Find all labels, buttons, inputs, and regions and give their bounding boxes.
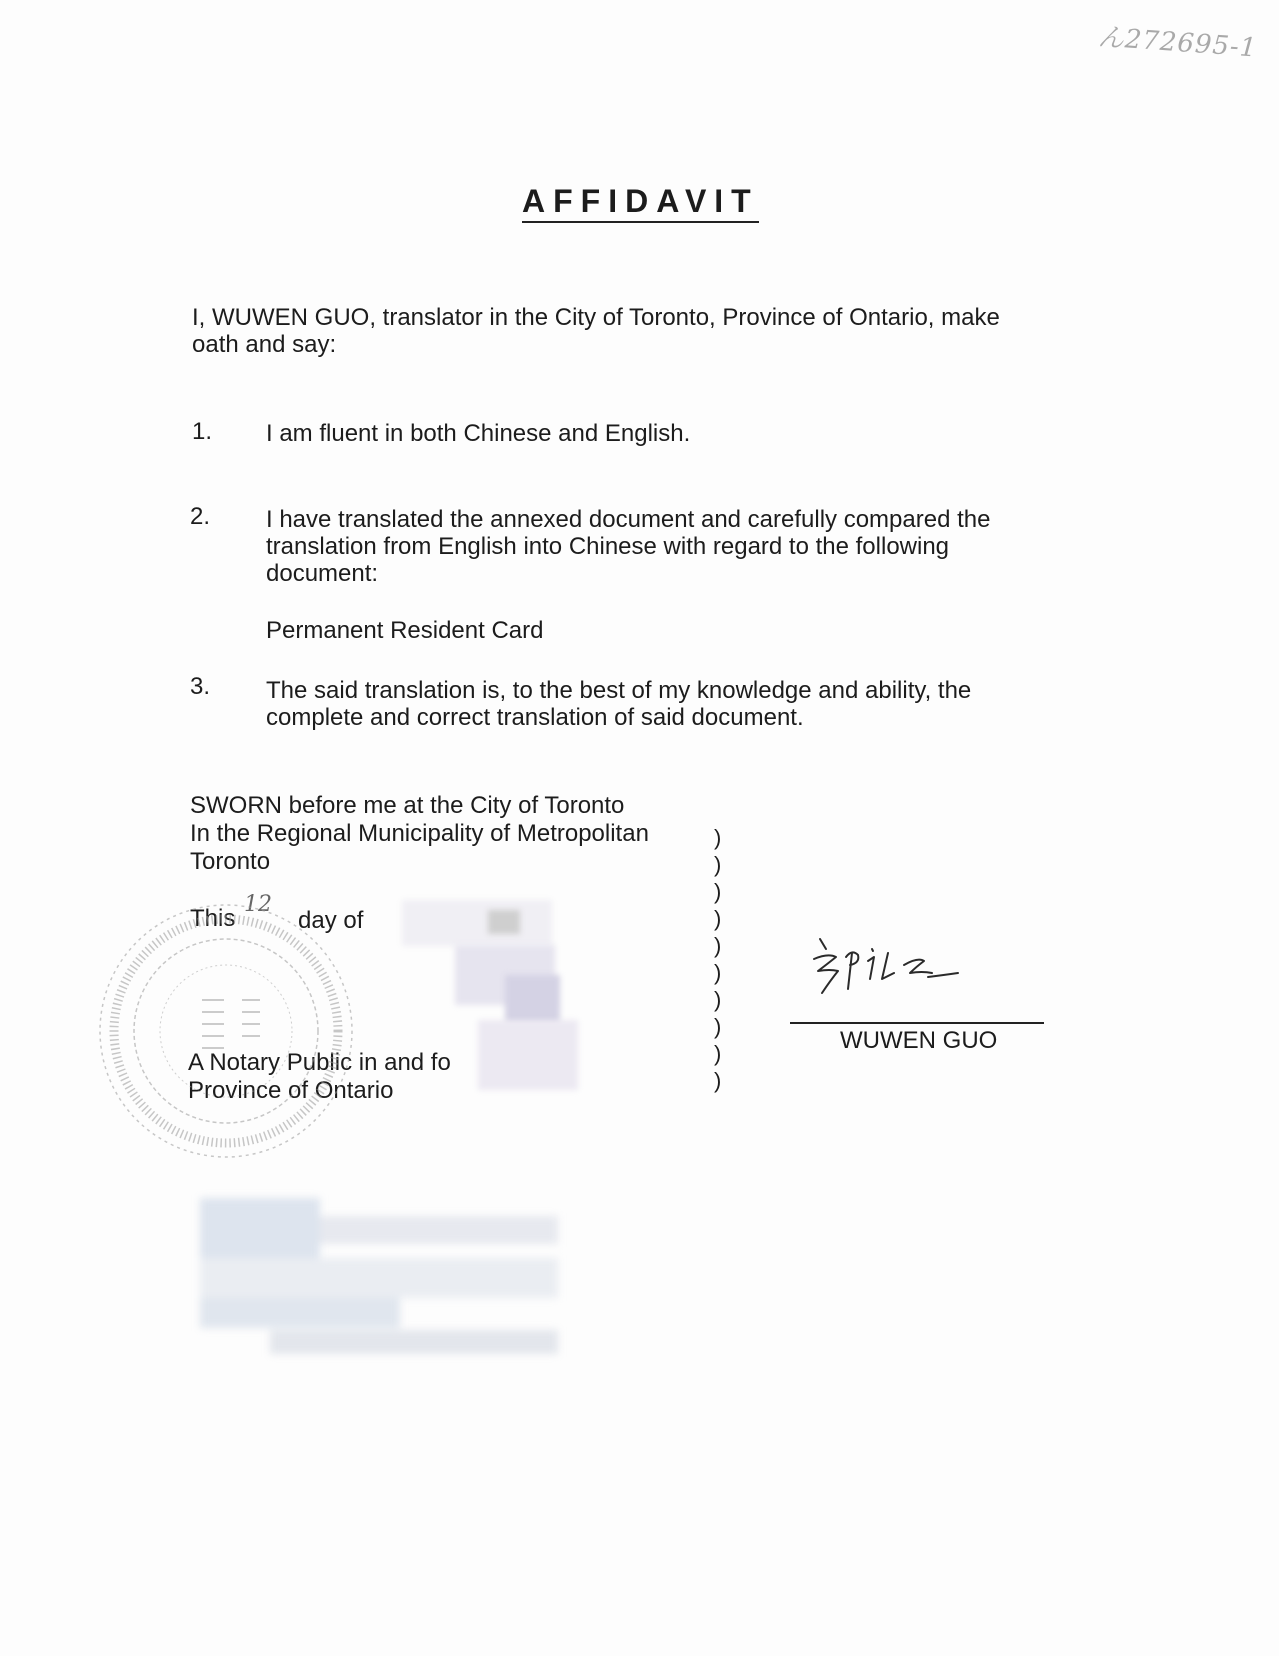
jurat-line-3: Toronto [190,848,271,875]
item-3-line-1: The said translation is, to the best of my knowledge and ability, the [266,677,972,704]
parenthesis-1: ) [714,825,722,850]
handwritten-day: 12 [244,892,272,917]
reference-number: ん272695-1 [1096,22,1259,64]
redacted-notary-signature-block [505,975,560,1025]
redacted-notary-name [478,1020,578,1090]
page-title: AFFIDAVIT [522,183,759,223]
parenthesis-9: ) [714,1041,722,1066]
jurat-line-1: SWORN before me at the City of Toronto [190,792,625,819]
parenthesis-6: ) [714,960,722,985]
notary-line-1: A Notary Public in and fo [188,1049,451,1076]
parenthesis-5: ) [714,933,722,958]
intro-line-1: I, WUWEN GUO, translator in the City of Toronto, Province of Ontario, make [192,304,1000,331]
parenthesis-7: ) [714,987,722,1012]
this-label: This [190,905,236,932]
redacted-date-block [488,910,520,934]
redacted-date [402,900,552,946]
parenthesis-3: ) [714,879,722,904]
parenthesis-10: ) [714,1068,722,1093]
item-3-line-2: complete and correct translation of said document. [266,704,804,731]
item-1-line-1: I am fluent in both Chinese and English. [266,420,691,447]
item-2-line-3: document: [266,560,379,587]
item-number-3: 3. [190,673,211,700]
item-2-line-1: I have translated the annexed document and carefully compared the [266,506,991,533]
redacted-notary-details [200,1198,558,1360]
translator-signature [808,935,968,1001]
intro-line-2: oath and say: [192,331,337,358]
item-2-line-2: translation from English into Chinese with regard to the following [266,533,950,560]
document-name: Permanent Resident Card [266,617,544,644]
parenthesis-8: ) [714,1014,722,1039]
day-of-label: day of [298,907,364,934]
parenthesis-2: ) [714,852,722,877]
item-number-2: 2. [190,503,211,530]
parenthesis-4: ) [714,906,722,931]
item-number-1: 1. [192,418,213,445]
notary-line-2: Province of Ontario [188,1077,394,1104]
signature-line [790,1022,1044,1024]
jurat-line-2: In the Regional Municipality of Metropolitan [190,820,649,847]
notary-seal-icon [92,900,360,1162]
signatory-name: WUWEN GUO [840,1027,998,1054]
